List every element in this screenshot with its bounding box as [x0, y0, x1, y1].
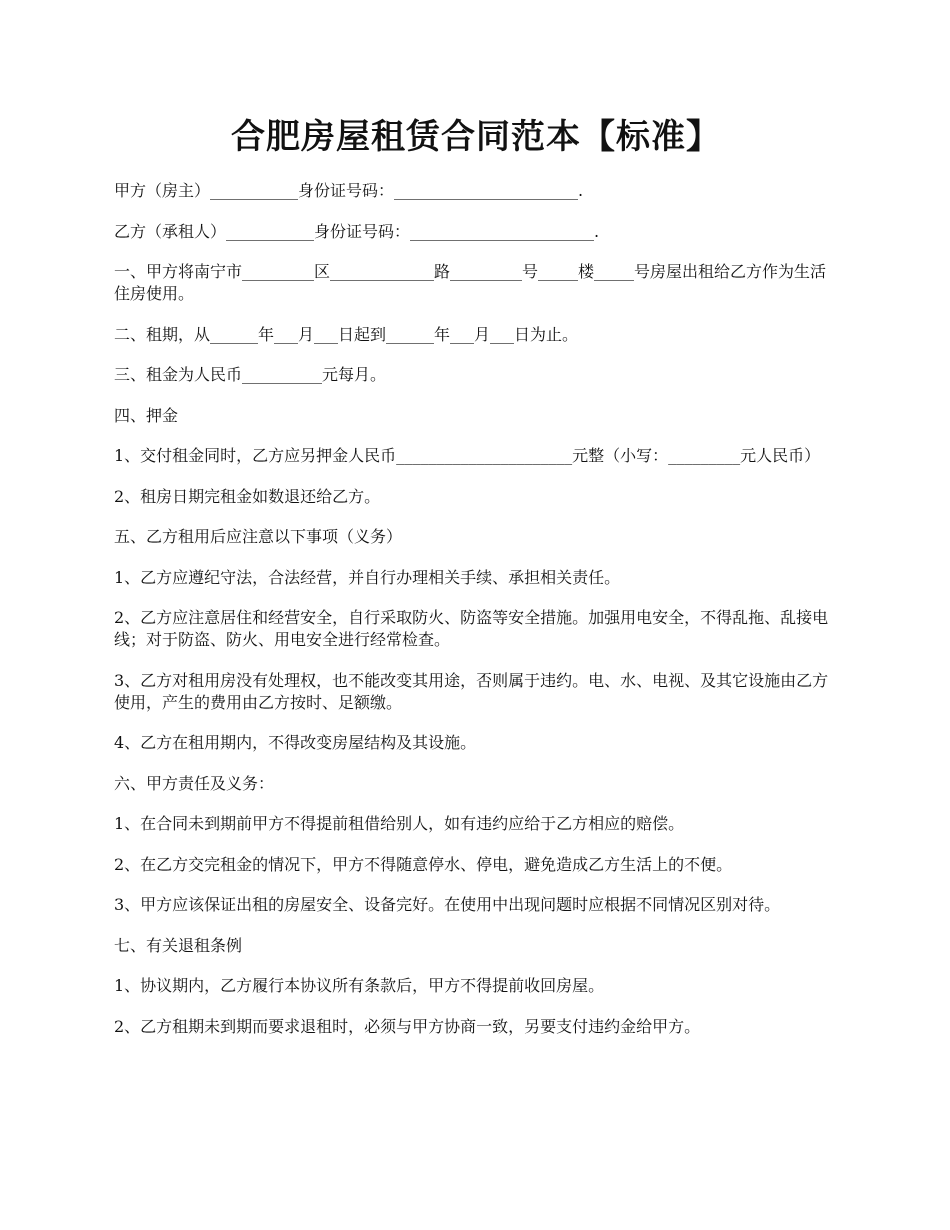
clause-4-item-2: 2、租房日期完租金如数退还给乙方。: [114, 486, 381, 506]
clause-6-item-2: 2、在乙方交完租金的情况下，甲方不得随意停水、停电，避免造成乙方生活上的不便。: [114, 854, 733, 874]
clause-4-item-1: 1、交付租金同时，乙方应另押金人民币______________________元整（小写：_________元人民币）: [114, 446, 821, 465]
clause-5-item-3: 3、乙方对租用房没有处理权，也不能改变其用途，否则属于违约。电、水、电视、及其它设施由乙方使用，产生的费用由乙方按时、足额缴。: [114, 670, 829, 712]
clause-6-heading: 六、甲方责任及义务：: [114, 773, 275, 793]
clause-6-item-1: 1、在合同未到期前甲方不得提前租借给别人，如有违约应给于乙方相应的赔偿。: [114, 814, 685, 833]
clause-1-premises: 一、甲方将南宁市_________区_____________路_________号_____楼_____号房屋出租给乙方作为生活住房使用。: [114, 262, 827, 303]
clause-5-heading: 五、乙方租用后应注意以下事项（义务）: [114, 527, 403, 546]
clause-7-item-2: 2、乙方租期未到期而要求退租时，必须与甲方协商一致，另要支付违约金给甲方。: [114, 1016, 701, 1036]
clause-5-item-4: 4、乙方在租用期内，不得改变房屋结构及其设施。: [114, 733, 477, 752]
party-a-line: 甲方（房主）___________身份证号码：_______________________.: [114, 181, 584, 200]
clause-7-item-1: 1、协议期内，乙方履行本协议所有条款后，甲方不得提前收回房屋。: [114, 976, 605, 995]
clause-7-heading: 七、有关退租条例: [114, 935, 243, 955]
party-b-line: 乙方（承租人）___________身份证号码：_______________________.: [114, 221, 600, 241]
clause-6-item-3: 3、甲方应该保证出租的房屋安全、设备完好。在使用中出现问题时应根据不同情况区别对待。: [114, 895, 781, 914]
clause-3-rent: 三、租金为人民币__________元每月。: [114, 365, 387, 384]
clause-4-heading: 四、押金: [114, 405, 179, 425]
clause-5-item-2: 2、乙方应注意居住和经营安全，自行采取防火、防盗等安全措施。加强用电安全，不得乱拖、乱接电线；对于防盗、防火、用电安全进行经常检查。: [114, 608, 829, 649]
document-title: 合肥房屋租赁合同范本【标准】: [231, 117, 721, 157]
document-page: [114, 112, 838, 1056]
clause-2-term: 二、租期，从______年___月___日起到______年___月___日为止。: [114, 324, 579, 344]
clause-5-item-1: 1、乙方应遵纪守法，合法经营，并自行办理相关手续、承担相关责任。: [114, 567, 621, 587]
